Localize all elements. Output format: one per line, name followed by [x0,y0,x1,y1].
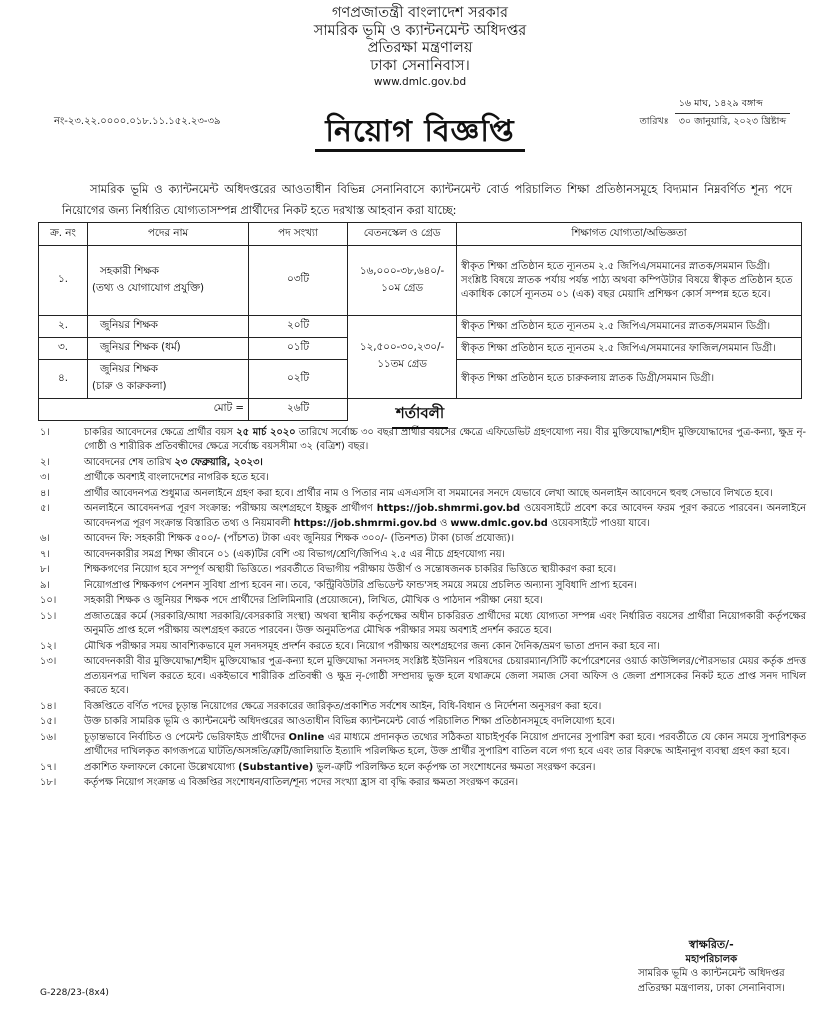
row-post [88,360,249,399]
posts-table [38,222,802,421]
condition-item [40,502,806,531]
post-name: জুনিয়র শিক্ষক (ধর্ম) [100,341,181,353]
row-qualification: স্বীকৃত শিক্ষা প্রতিষ্ঠান হতে ন্যূনতম ২.৫ জিপিএ/সমমানের স্নাতক/সমমান ডিগ্রী। সংশ্লিষ্ট বিষয়ে স্নাতক পর্যায় পর্যন্ত পাঠ্য অথবা কম্পিউটার বিষয়ে স্বীকৃত প্রতিষ্ঠান হতে একাধিক কোর্সে ন্যূনতম ০১ (এক) বছর মেয়াদি প্রশিক্ষণ কোর্স সম্পন্ন হতে হবে। [457,246,802,316]
condition-number: ১৮। [40,777,57,789]
row-count: ০২টি [249,360,348,399]
conditions-list [40,426,806,792]
condition-segment: নিয়োগপ্রাপ্ত শিক্ষকগণ পেনশন সুবিধা প্রাপ্য হবেন না। তবে, 'কন্ট্রিবিউটরি প্রভিডেন্ট ফান্ড'সহ সময়ে সময়ে প্রচলিত অন্যান্য সুবিধাদি প্রাপ্য হবেন। [84,579,637,591]
condition-item [40,761,806,775]
condition-item [40,456,806,470]
header [0,0,840,89]
condition-segment: ভুল-ত্রুটি পরিলক্ষিত হলে কর্তৃপক্ষ তা সংশোধনের ক্ষমতা সংরক্ষণ করেন। [313,761,596,773]
grade-value: ১১তম গ্রেড [377,358,427,370]
condition-text [84,579,806,593]
condition-item [40,426,806,455]
condition-text [84,715,806,729]
condition-segment: আবেদনকারী বীর মুক্তিযোদ্ধা/শহীদ মুক্তিযোদ্ধার পুত্র-কন্যা হলে মুক্তিযোদ্ধা সনদসহ সংশ্লিষ্ট ইউনিয়ন পরিষদের চেয়ারম্যান/সিটি কর্পোরেশনের ওয়ার্ড কাউন্সিলর/পৌরসভার মেয়র কর্তৃক প্রদত্ত প্রত্যয়নপত্র দাখিল করতে হবে। একইভাবে শারীরিক প্রতিবন্ধী ও ক্ষুদ্র নৃ-গোষ্ঠী সম্প্রদায় ভুক্ত হলে যথাক্রমে জেলা সমাজ সেবা অফিস ও জেলা প্রশাসকের নিকট হতে প্রাপ্ত সনদ দাখিল করতে হবে। [84,656,806,697]
row-post [88,246,249,316]
conditions-title-wrap [0,402,840,429]
condition-segment: চাকরির আবেদনের ক্ষেত্রে প্রার্থীর বয়স [84,427,237,438]
condition-highlight: (Substantive) [238,761,314,773]
condition-item [40,487,806,501]
condition-item [40,731,806,760]
memo-number: নং-২৩.২২.০০০০.০১৮.১১.১৫২.২৩-৩৯ [54,116,221,127]
condition-segment: সহকারী শিক্ষক ও জুনিয়র শিক্ষক পদে প্রার্থীদের প্রিলিমিনারি (প্রয়োজনে), লিখিত, মৌখিক ও পাঠদান পরীক্ষা নেয়া হবে। [84,595,543,607]
condition-segment: মৌখিক পরীক্ষার সময় আবশ্যিকভাবে মূল সনদসমূহ প্রদর্শন করতে হবে। নিয়োগ পরীক্ষায় অংশগ্রহণের জন্য কোন দৈনিক/ভ্রমণ ভাতা প্রদান করা হবে না। [84,640,660,652]
condition-number: ১১। [40,610,57,622]
row-serial: ১. [39,246,88,316]
date-bangla: ১৬ মাঘ, ১৪২৯ বঙ্গাব্দ [675,97,790,114]
condition-segment: প্রজাতন্ত্রের কর্মে (সরকারি/আধা সরকারি/বেসরকারি সংস্থা) অথবা স্থানীয় কর্তৃপক্ষের অধীন চাকরিরত প্রার্থীদের মধ্যে যোগ্যতা সম্পন্ন এবং নির্ধারিত বয়সের প্রার্থীরা নিয়োগকারী কর্তৃপক্ষের অনুমতি প্রাপ্ত হলে পরীক্ষায় অংশগ্রহণ করতে পারবেন। উক্ত অনুমতিপত্র মৌখিক পরীক্ষার সময় অবশ্যই প্রদর্শন করতে হবে। [84,610,806,637]
condition-text [84,548,806,562]
condition-segment: প্রার্থীর আবেদনপত্র শুধুমাত্র অনলাইনে গ্রহণ করা হবে। প্রার্থীর নাম ও পিতার নাম এসএসসি বা সমমানের সনদে যেভাবে লেখা আছে অনলাইন আবেদনে হুবহু সেভাবে লিখতে হবে। [84,487,773,499]
condition-number: ১০। [40,595,57,607]
condition-item [40,610,806,639]
condition-number: ১। [40,427,50,438]
condition-number: ১৩। [40,656,57,668]
row-count: ০১টি [249,338,348,360]
condition-item [40,563,806,577]
shared-scale-cell [348,316,457,399]
row-serial: ৩. [39,338,88,360]
condition-item [40,532,806,546]
date-english: ৩০ জানুয়ারি, ২০২৩ খ্রিষ্টাব্দ [678,116,786,127]
signed-text: স্বাক্ষরিত/- [688,938,734,951]
row-count: ০৩টি [249,246,348,316]
condition-segment: শিক্ষকগণের নিয়োগ হবে সম্পূর্ণ অস্থায়ী ভিত্তিতে। পরবর্তীতে বিভাগীয় পরীক্ষায় উত্তীর্ণ ও সন্তোষজনক চাকরির ভিত্তিতে স্থায়ীকরণ করা হবে। [84,564,616,576]
condition-text [84,456,806,470]
header-scale: বেতনস্কেল ও গ্রেড [348,223,457,246]
condition-text [84,610,806,639]
row-scale [348,246,457,316]
date-label: তারিখঃ [639,116,669,127]
condition-segment: চূড়ান্তভাবে নির্বাচিত ও পেমেন্ট ভেরিফাইড প্রার্থীদের [84,731,289,743]
condition-highlight: https://job.shmrmi.gov.bd [293,517,437,529]
row-serial: ২. [39,316,88,338]
condition-item [40,700,806,714]
condition-highlight: www.dmlc.gov.bd [450,517,548,529]
post-subname: (তথ্য ও যোগাযোগ প্রযুক্তি) [92,281,205,294]
condition-number: ২। [40,456,50,468]
condition-segment: আবেদনকারীর সমগ্র শিক্ষা জীবনে ০১ (এক)টির বেশি ৩য় বিভাগ/শ্রেণি/জিপিএ ২.৫ এর নীচে গ্রহণযোগ্য নয়। [84,548,505,560]
row-post [88,338,249,360]
condition-number: ৫। [40,503,50,515]
conditions-title: শর্তাবলী [392,402,448,429]
designation: মহাপরিচালক [685,953,738,965]
post-subname: (চারু ও কারুকলা) [92,380,167,392]
website-link[interactable]: www.dmlc.gov.bd [373,75,467,88]
condition-segment: ওয়েবসাইটে পাওয়া যাবে। [547,517,650,529]
ministry-name: প্রতিরক্ষা মন্ত্রণালয় [367,40,473,57]
condition-number: ৮। [40,564,50,576]
signature-block [638,937,785,996]
condition-text [84,487,806,501]
condition-text [84,700,806,714]
condition-segment: উক্ত চাকরি সামরিক ভূমি ও ক্যান্টনমেন্ট অধিদপ্তরের আওতাধীন বিভিন্ন ক্যান্টনমেন্ট বোর্ড পরিচালিত শিক্ষা প্রতিষ্ঠানসমূহে বদলিযোগ্য হবে। [84,716,615,728]
condition-segment: আবেদন ফি: সহকারী শিক্ষক ৫০০/- (পাঁচশত) টাকা এবং জুনিয়র শিক্ষক ৩০০/- (তিনশত) টাকা (চার্জ প্রযোজ্য)। [84,533,515,545]
header-post: পদের নাম [88,223,249,246]
condition-number: ৪। [40,487,50,499]
condition-text [84,532,806,546]
header-qualification: শিক্ষাগত যোগ্যতা/অভিজ্ঞতা [457,223,802,246]
scale-value: ১৬,০০০-৩৮,৬৪০/- [359,264,445,277]
header-serial: ক্র. নং [39,223,88,246]
post-name: জুনিয়র শিক্ষক [100,363,158,375]
condition-item [40,640,806,654]
condition-highlight: ২৩ ফেব্রুয়ারি, ২০২৩। [174,456,263,468]
condition-number: ১৪। [40,700,57,712]
row-qualification: স্বীকৃত শিক্ষা প্রতিষ্ঠান হতে ন্যূনতম ২.৫ জিপিএ/সমমানের ফাজিল/সমমান ডিগ্রী। [457,338,802,360]
condition-number: ১৭। [40,761,57,773]
condition-item [40,548,806,562]
condition-text [84,731,806,760]
condition-text [84,426,806,455]
intro-text: সামরিক ভূমি ও ক্যান্টনমেন্ট অধিদপ্তরের আওতাধীন বিভিন্ন সেনানিবাসে ক্যান্টনমেন্ট বোর্ড পরিচালিত শিক্ষা প্রতিষ্ঠানসমূহে বিদ্যমান নিম্নবর্ণিত শূন্য পদে নিয়োগের জন্য নির্ধারিত যোগ্যতাসম্পন্ন প্রার্থীদের নিকট হতে দরখাস্ত আহবান করা যাচ্ছে: [62,183,792,217]
govt-name: গণপ্রজাতন্ত্রী বাংলাদেশ সরকার [331,5,508,21]
condition-number: ১৫। [40,716,57,728]
table-row [39,316,802,338]
scale-value: ১২,৫০০-৩০,২৩০/- [359,341,445,353]
condition-number: ৭। [40,548,50,560]
condition-text [84,594,806,608]
condition-segment: কর্তৃপক্ষ নিয়োগ সংক্রান্ত এ বিজ্ঞপ্তির সংশোধন/বাতিল/শূন্য পদের সংখ্যা হ্রাস বা বৃদ্ধি করার ক্ষমতা সংরক্ষণ করেন। [84,777,519,789]
condition-text [84,471,806,485]
condition-number: ৬। [40,533,50,545]
condition-segment: তারিখে সর্বোচ্চ ৩০ বছর। প্রার্থীর বয়সের ক্ষেত্রে এফিডেভিট গ্রহণযোগ্য নয়। বীর মুক্তিযোদ্ধা/শহীদ মুক্তিযোদ্ধাদের পুত্র-কন্যা, ক্ষুদ্র নৃ-গোষ্ঠী ও শারীরিক প্রতিবন্ধীদের ক্ষেত্রে সর্বোচ্চ বয়সসীমা ৩২ (বত্রিশ) বছর। [84,427,806,453]
row-qualification: স্বীকৃত শিক্ষা প্রতিষ্ঠান হতে চারুকলায় স্নাতক ডিগ্রী/সমমান ডিগ্রী। [457,360,802,399]
location-name: ঢাকা সেনানিবাস। [370,58,470,75]
date-block [640,97,790,130]
office-line-1: সামরিক ভূমি ও ক্যান্টনমেন্ট অধিদপ্তর [638,968,785,980]
office-line-2: প্রতিরক্ষা মন্ত্রণালয়, ঢাকা সেনানিবাস। [637,982,785,994]
intro-paragraph [62,180,792,222]
row-count: ২০টি [249,316,348,338]
page-title: নিয়োগ বিজ্ঞপ্তি [315,115,524,153]
condition-segment: প্রকাশিত ফলাফলে কোনো উল্লেখযোগ্য [84,761,239,773]
condition-number: ১৬। [40,731,57,743]
department-name: সামরিক ভূমি ও ক্যান্টনমেন্ট অধিদপ্তর [313,22,527,39]
condition-item [40,776,806,790]
condition-segment: অনলাইনে আবেদনপত্র পূরণ সংক্রান্ত: পরীক্ষায় অংশগ্রহণে ইচ্ছুক প্রার্থীগণ [84,503,377,515]
condition-segment: এর মাধ্যমে প্রদানকৃত তথ্যের সঠিকতা যাচাইপূর্বক নিয়োগ প্রদানের সুপারিশ করা হবে। পরবর্তীতে যে কোন সময়ে সুপারিশকৃত প্রার্থীদের দাখিলকৃত কাগজপত্রে ঘাটতি/অসঙ্গতি/ত্রুটি/জালিয়াতি ইত্যাদি পরিলক্ষিত হলে, উক্ত প্রার্থীর সুপারিশ বাতিল বলে গণ্য হবে এবং তার বিরুদ্ধে আইনানুগ ব্যবস্থা গ্রহণ করা হবে। [84,731,806,758]
condition-highlight: https://job.shmrmi.gov.bd [376,503,521,515]
condition-segment: আবেদনের শেষ তারিখ [84,456,175,468]
condition-segment: ওয়েবসাইটে প্রবেশ করে আবেদন ফরম পূরণ করতে পারবেন। অনলাইনে আবেদনপত্র পূরণ সংক্রান্ত বিস্তারিত তথ্য ও নিয়মাবলী [84,503,807,529]
header-count: পদ সংখ্যা [249,223,348,246]
condition-highlight: ২৫ মার্চ ২০২০ [236,427,296,438]
condition-item [40,579,806,593]
condition-highlight: Online [288,731,325,743]
condition-text [84,563,806,577]
total-label: মোট = [39,399,249,421]
condition-number: ১২। [40,640,57,652]
condition-text [84,502,806,531]
condition-number: ৩। [40,472,50,484]
total-value: ২৬টি [249,399,348,421]
post-name: সহকারী শিক্ষক [100,264,159,277]
row-post [88,316,249,338]
condition-segment: প্রার্থীকে অবশ্যই বাংলাদেশের নাগরিক হতে হবে। [84,472,269,484]
row-serial: ৪. [39,360,88,399]
condition-number: ৯। [40,579,50,591]
condition-segment: ও [436,517,451,529]
condition-text [84,640,806,654]
grade-value: ১০ম গ্রেড [381,281,423,294]
post-name: জুনিয়র শিক্ষক [100,319,158,331]
condition-item [40,594,806,608]
condition-text [84,655,806,698]
condition-item [40,471,806,485]
table-header-row [39,223,802,246]
condition-item [40,715,806,729]
print-code: G-228/23-(8x4) [40,988,109,998]
condition-item [40,655,806,698]
row-qualification: স্বীকৃত শিক্ষা প্রতিষ্ঠান হতে ন্যূনতম ২.৫ জিপিএ/সমমানের স্নাতক/সমমান ডিগ্রী। [457,316,802,338]
condition-segment: বিজ্ঞপ্তিতে বর্ণিত পদের চূড়ান্ত নিয়োগের ক্ষেত্রে সরকারের জারিকৃত/প্রকাশিত সর্বশেষ আইন, বিধি-বিধান ও নির্দেশনা অনুসরণ করা হবে। [84,700,602,712]
condition-text [84,761,806,775]
table-row [39,246,802,316]
condition-text [84,776,806,790]
